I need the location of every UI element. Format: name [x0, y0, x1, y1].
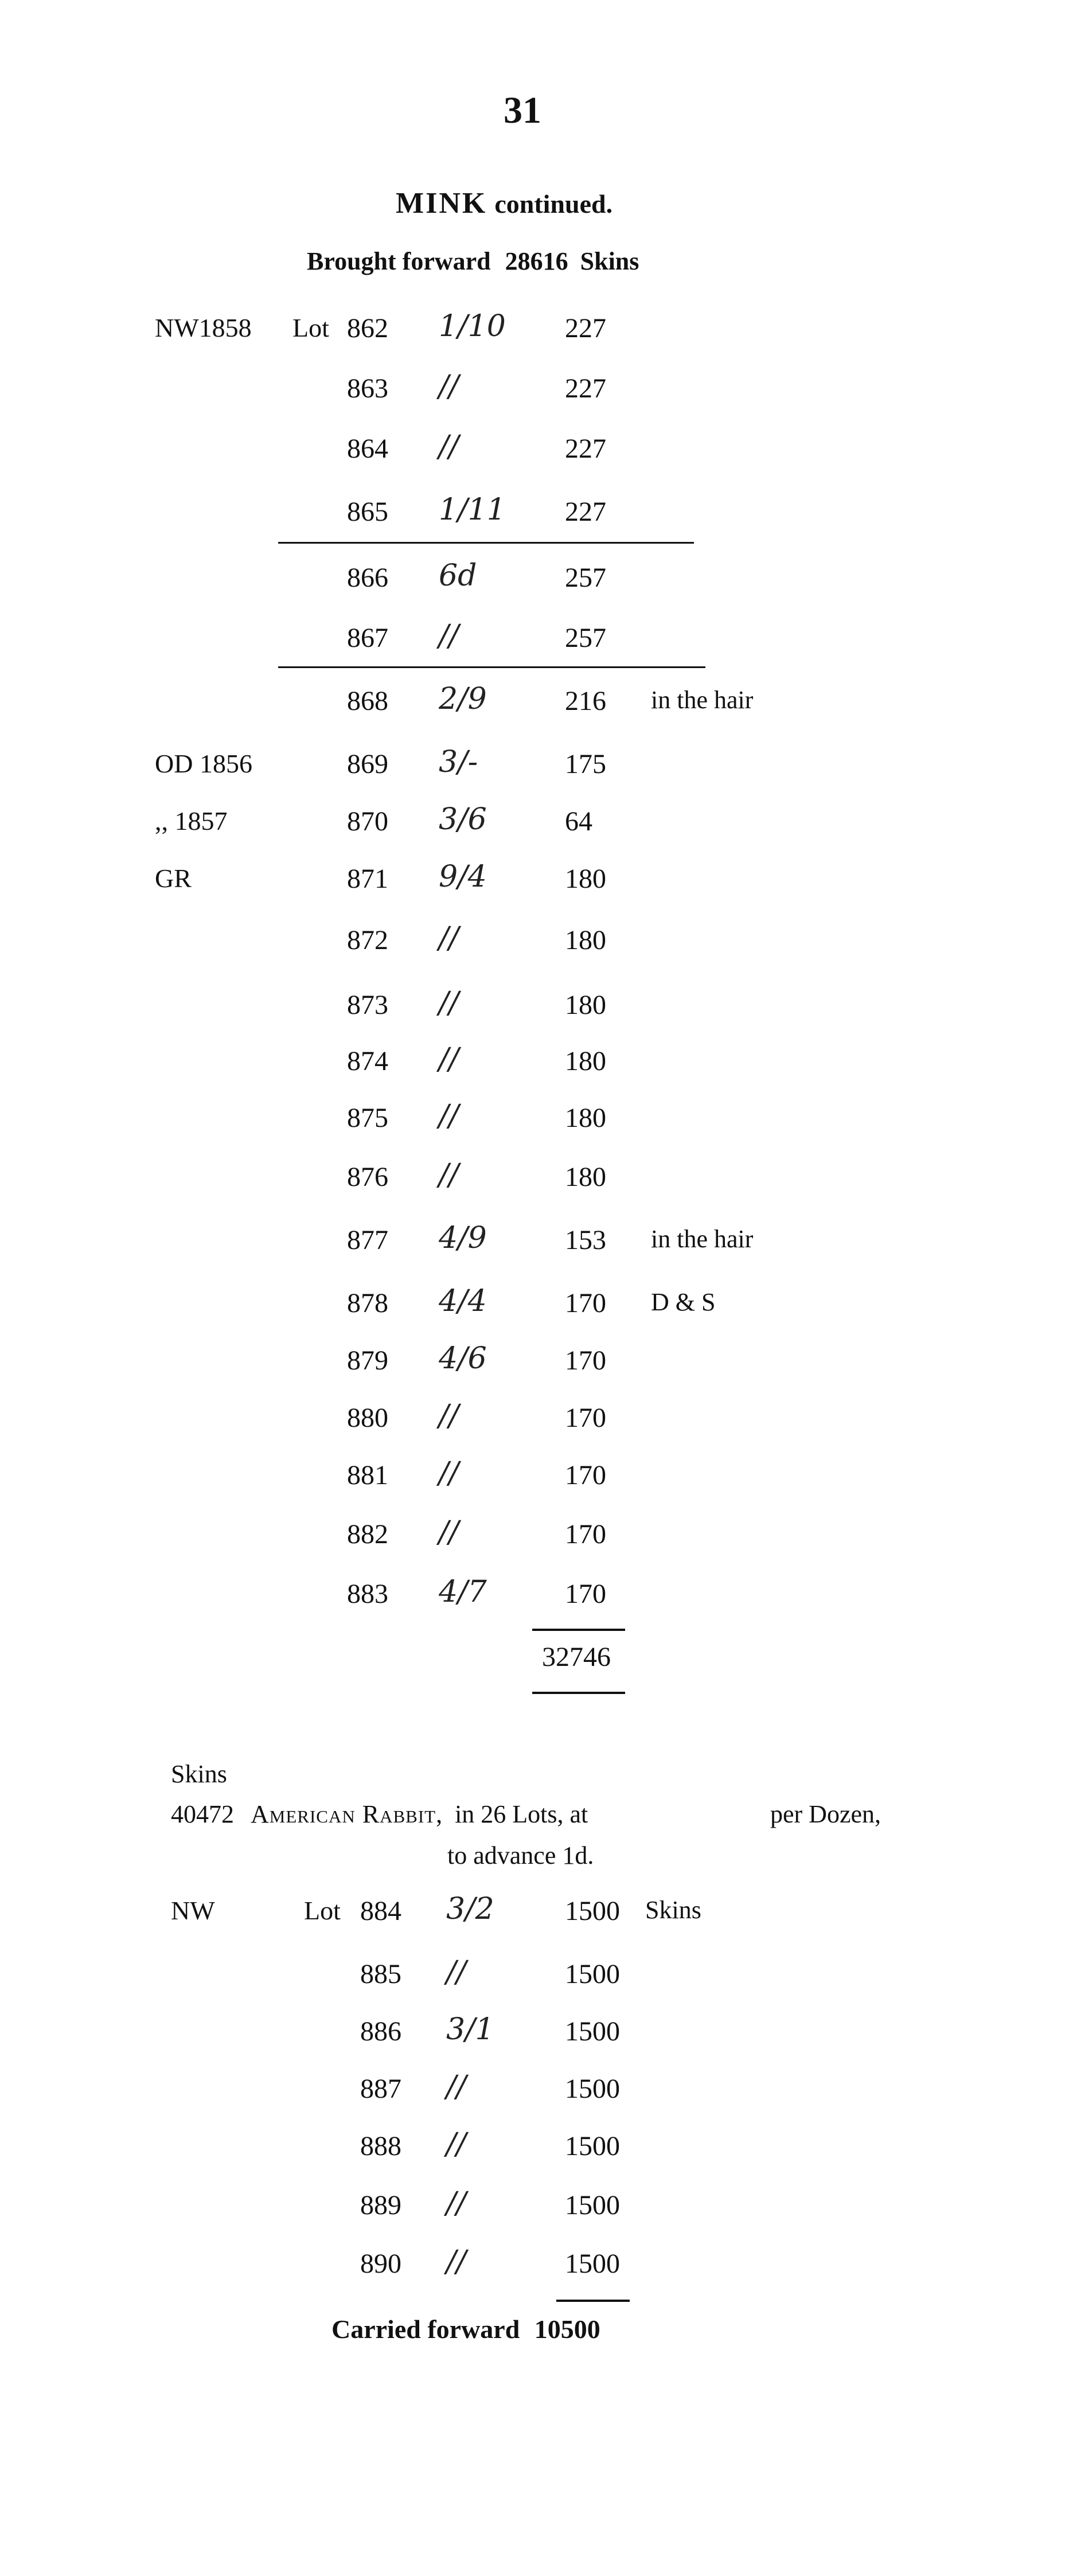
lot-number: 887	[360, 2074, 401, 2104]
heading-continued: continued.	[494, 189, 613, 218]
handwritten-price: //	[439, 430, 459, 464]
skins-count: 1500	[565, 2074, 620, 2104]
handwritten-price: //	[446, 2245, 467, 2279]
skins-count: 170	[565, 1288, 606, 1318]
lot-number: 879	[347, 1345, 388, 1376]
handwritten-price: //	[439, 1399, 459, 1433]
carried-forward-line	[331, 2314, 600, 2344]
handwritten-price: 6d	[439, 559, 477, 593]
handwritten-price: //	[446, 2186, 467, 2220]
lot-prefix: Lot	[304, 1896, 341, 1925]
lot-number: 880	[347, 1403, 388, 1433]
mink-total: 32746	[542, 1642, 611, 1672]
skins-count: 1500	[565, 2131, 620, 2161]
lot-number: 868	[347, 686, 388, 716]
lot-note: in the hair	[651, 1225, 754, 1253]
handwritten-price: 4/9	[439, 1221, 487, 1255]
lot-note: Skins	[645, 1896, 701, 1924]
handwritten-price: //	[439, 921, 459, 955]
skins-count: 180	[565, 925, 606, 955]
handwritten-price: //	[439, 1158, 459, 1192]
handwritten-price: //	[446, 2127, 467, 2161]
lot-number: 888	[360, 2131, 401, 2161]
lot-number: 876	[347, 1162, 388, 1192]
lot-number: 874	[347, 1046, 388, 1076]
handwritten-price: 9/4	[439, 860, 487, 894]
lot-number: 866	[347, 563, 388, 593]
lot-number: 883	[347, 1579, 388, 1609]
skins-count: 170	[565, 1403, 606, 1433]
subtotal-rule	[556, 2300, 630, 2302]
lot-number: 875	[347, 1103, 388, 1133]
handwritten-price: //	[439, 1042, 459, 1076]
lot-number: 882	[347, 1519, 388, 1549]
lot-number: 871	[347, 864, 388, 894]
page-number: 31	[504, 89, 541, 131]
skins-count: 153	[565, 1225, 606, 1255]
lot-number: 865	[347, 497, 388, 527]
handwritten-price: 4/7	[439, 1575, 487, 1609]
carried-forward-value: 10500	[534, 2315, 600, 2344]
skins-count: 180	[565, 1046, 606, 1076]
rabbit-advance-text: to advance 1d.	[447, 1841, 594, 1869]
lot-note: in the hair	[651, 686, 754, 714]
skins-count: 227	[565, 373, 606, 404]
skins-count: 180	[565, 1162, 606, 1192]
lot-prefix: Lot	[292, 313, 329, 342]
rabbit-count: 40472	[171, 1800, 234, 1828]
handwritten-price: //	[439, 1456, 459, 1490]
handwritten-price: //	[439, 986, 459, 1020]
lot-number: 870	[347, 806, 388, 837]
skins-count: 170	[565, 1345, 606, 1376]
brought-forward-value: 28616	[505, 247, 568, 275]
lot-number: 886	[360, 2016, 401, 2047]
skins-count: 257	[565, 623, 606, 653]
handwritten-price: 3/1	[446, 2012, 494, 2047]
carried-forward-label: Carried forward	[331, 2315, 520, 2344]
lot-number: 885	[360, 1959, 401, 1989]
handwritten-price: 2/9	[439, 682, 487, 716]
skins-count: 1500	[565, 1959, 620, 1989]
lot-mark: NW	[171, 1896, 215, 1925]
lot-number: 877	[347, 1225, 388, 1255]
skins-count: 1500	[565, 2190, 620, 2220]
handwritten-price: 3/2	[446, 1892, 494, 1926]
skins-count: 216	[565, 686, 606, 716]
lot-note: D & S	[651, 1288, 716, 1316]
rabbit-name: American Rabbit,	[251, 1800, 443, 1828]
subtotal-rule	[532, 1629, 625, 1631]
lot-mark: ,, 1857	[155, 806, 228, 836]
skins-count: 1500	[565, 2249, 620, 2279]
lot-number: 864	[347, 434, 388, 464]
skins-count: 180	[565, 1103, 606, 1133]
handwritten-price: //	[439, 1515, 459, 1549]
lot-mark: NW1858	[155, 313, 252, 342]
handwritten-price: 3/6	[439, 802, 487, 837]
total-double-rule	[532, 1692, 625, 1694]
lot-number: 869	[347, 749, 388, 779]
handwritten-price: //	[439, 1099, 459, 1133]
lot-number: 862	[347, 313, 388, 344]
skins-count: 227	[565, 434, 606, 464]
handwritten-price: //	[446, 2070, 467, 2104]
skins-count: 227	[565, 313, 606, 344]
skins-count: 257	[565, 563, 606, 593]
skins-count: 1500	[565, 2016, 620, 2047]
brought-forward-line	[307, 247, 639, 276]
section-heading-mink	[396, 186, 612, 220]
handwritten-price: //	[439, 369, 459, 404]
handwritten-price: 1/11	[439, 493, 506, 527]
lot-mark: GR	[155, 864, 192, 893]
skins-count: 175	[565, 749, 606, 779]
handwritten-price: 1/10	[439, 309, 506, 344]
lot-number: 881	[347, 1460, 388, 1490]
lot-number: 873	[347, 990, 388, 1020]
handwritten-price: 4/6	[439, 1341, 487, 1376]
divider-rule	[278, 542, 694, 544]
rabbit-lots-text: in 26 Lots, at	[455, 1800, 588, 1828]
divider-rule	[278, 666, 705, 668]
lot-number: 863	[347, 373, 388, 404]
heading-title: MINK	[396, 187, 487, 220]
brought-forward-label: Brought forward	[307, 247, 491, 275]
lot-number: 884	[360, 1896, 401, 1926]
skins-count: 180	[565, 864, 606, 894]
skins-count: 180	[565, 990, 606, 1020]
handwritten-price: 3/-	[439, 745, 478, 779]
skins-count: 1500	[565, 1896, 620, 1926]
brought-forward-unit: Skins	[580, 247, 639, 275]
skins-count: 64	[565, 806, 592, 837]
lot-number: 878	[347, 1288, 388, 1318]
rabbit-per-text: per Dozen,	[770, 1800, 881, 1828]
handwritten-price: //	[446, 1955, 467, 1989]
lot-number: 889	[360, 2190, 401, 2220]
rabbit-heading	[171, 1800, 588, 1829]
skins-count: 170	[565, 1519, 606, 1549]
handwritten-price: 4/4	[439, 1284, 487, 1318]
lot-mark: OD 1856	[155, 749, 252, 778]
handwritten-price: //	[439, 619, 459, 653]
lot-number: 872	[347, 925, 388, 955]
skins-count: 227	[565, 497, 606, 527]
lot-number: 890	[360, 2249, 401, 2279]
skins-count: 170	[565, 1460, 606, 1490]
lot-number: 867	[347, 623, 388, 653]
skins-count: 170	[565, 1579, 606, 1609]
rabbit-skins-label: Skins	[171, 1760, 227, 1788]
